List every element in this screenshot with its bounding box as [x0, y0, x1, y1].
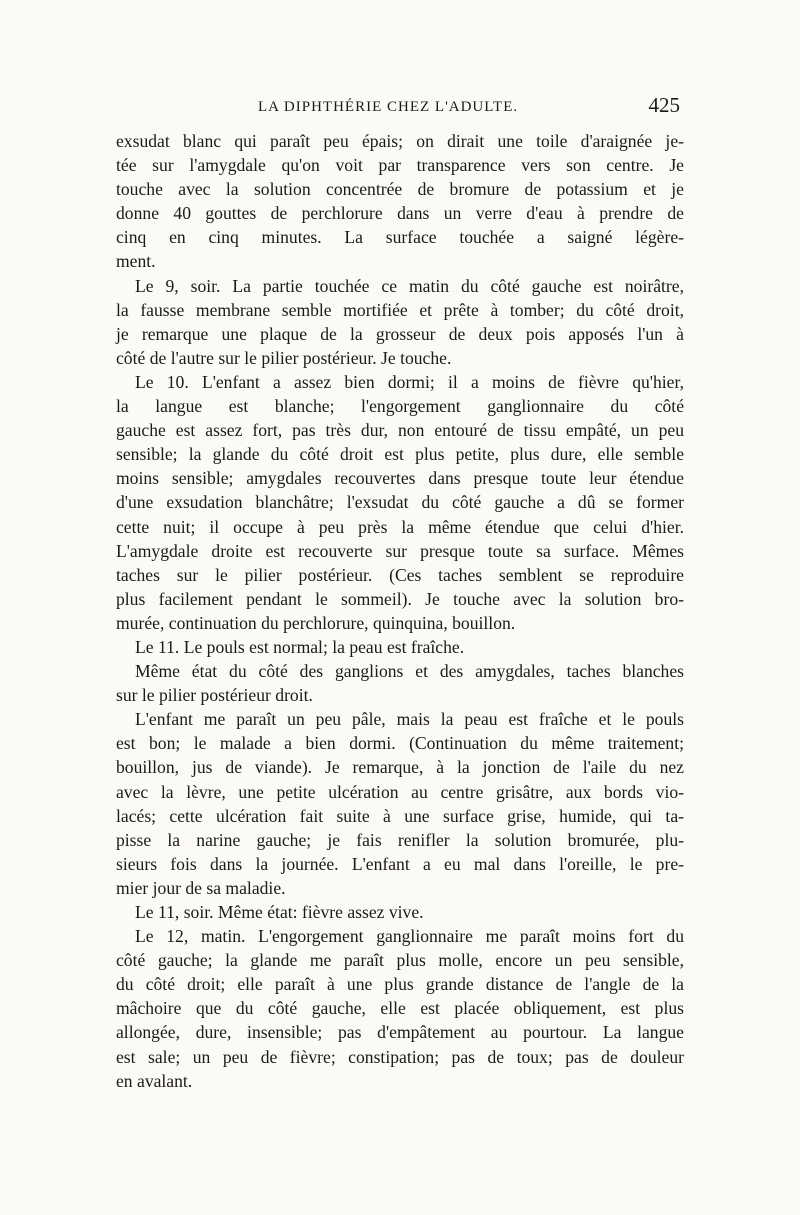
text-line: taches sur le pilier postérieur. (Ces taches semblent se reproduire — [116, 564, 684, 585]
text-line: côté de l'autre sur le pilier postérieur. Je touche. — [116, 347, 452, 368]
text-line: lacés; cette ulcération fait suite à une surface grise, humide, qui ta- — [116, 805, 684, 826]
text-line: touche avec la solution concentrée de bromure de potassium et je — [116, 179, 684, 200]
text-line: pisse la narine gauche; je fais renifler la solution bromurée, plu- — [116, 829, 684, 850]
text-body — [116, 129, 684, 1093]
text-line: sieurs fois dans la journée. L'enfant a eu mal dans l'oreille, le pre- — [116, 853, 684, 874]
text-line: mier jour de sa maladie. — [116, 877, 286, 898]
text-line: L'amygdale droite est recouverte sur presque toute sa surface. Mêmes — [116, 540, 684, 561]
text-line: murée, continuation du perchlorure, quinquina, bouillon. — [116, 612, 516, 633]
text-line: je remarque une plaque de la grosseur de deux pois apposés l'un à — [116, 323, 684, 344]
text-line: gauche est assez fort, pas très dur, non entouré de tissu empâté, un peu — [116, 420, 684, 441]
text-line: Même état du côté des ganglions et des amygdales, taches blanches — [135, 661, 684, 682]
text-line: exsudat blanc qui paraît peu épais; on dirait une toile d'araignée je- — [116, 131, 684, 151]
text-line: bouillon, jus de viande). Je remarque, à la jonction de l'aile du nez — [116, 757, 684, 778]
text-line: sur le pilier postérieur droit. — [116, 685, 313, 706]
text-line: la langue est blanche; l'engorgement ganglionnaire du côté — [116, 396, 684, 417]
text-line: donne 40 gouttes de perchlorure dans un verre d'eau à prendre de — [116, 203, 684, 224]
text-line: Le 11. Le pouls est normal; la peau est fraîche. — [135, 636, 465, 657]
text-line: Le 10. L'enfant a assez bien dormi; il a moins de fièvre qu'hier, — [135, 371, 684, 392]
text-line: mâchoire que du côté gauche, elle est placée obliquement, est plus — [116, 998, 684, 1019]
page-header — [258, 94, 680, 120]
text-line: plus facilement pendant le sommeil). Je touche avec la solution bro- — [116, 588, 684, 609]
text-line: Le 9, soir. La partie touchée ce matin du côté gauche est noirâtre, — [135, 275, 684, 296]
text-line: du côté droit; elle paraît à une plus grande distance de l'angle de la — [116, 974, 684, 995]
text-line: en avalant. — [116, 1070, 193, 1091]
text-line: L'enfant me paraît un peu pâle, mais la peau est fraîche et le pouls — [135, 709, 684, 730]
text-line: est bon; le malade a bien dormi. (Continuation du même traitement; — [116, 733, 684, 754]
text-line: cette nuit; il occupe à peu près la même étendue que celui d'hier. — [116, 516, 684, 537]
text-line: cinq en cinq minutes. La surface touchée a saigné légère- — [116, 227, 684, 248]
text-line: moins sensible; amygdales recouvertes dans presque toute leur étendue — [116, 468, 684, 489]
text-line: Le 12, matin. L'engorgement ganglionnaire me paraît moins fort du — [135, 926, 684, 947]
text-line: Le 11, soir. Même état: fièvre assez vive. — [135, 902, 424, 922]
text-line: tée sur l'amygdale qu'on voit par transparence vers son centre. Je — [116, 155, 684, 176]
page-number: 425 — [648, 93, 680, 117]
text-line: sensible; la glande du côté droit est plus petite, plus dure, elle semble — [116, 444, 684, 465]
text-line: allongée, dure, insensible; pas d'empâtement au pourtour. La langue — [116, 1022, 684, 1043]
text-line: ment. — [116, 251, 156, 272]
text-line: la fausse membrane semble mortifiée et prête à tomber; du côté droit, — [116, 299, 684, 320]
running-title: LA DIPHTHÉRIE CHEZ L'ADULTE. — [258, 99, 519, 115]
text-line: avec la lèvre, une petite ulcération au centre grisâtre, aux bords vio- — [116, 781, 684, 802]
text-line: est sale; un peu de fièvre; constipation; pas de toux; pas de douleur — [116, 1046, 684, 1067]
text-line: d'une exsudation blanchâtre; l'exsudat du côté gauche a dû se former — [116, 492, 684, 513]
text-line: côté gauche; la glande me paraît plus molle, encore un peu sensible, — [116, 950, 684, 971]
